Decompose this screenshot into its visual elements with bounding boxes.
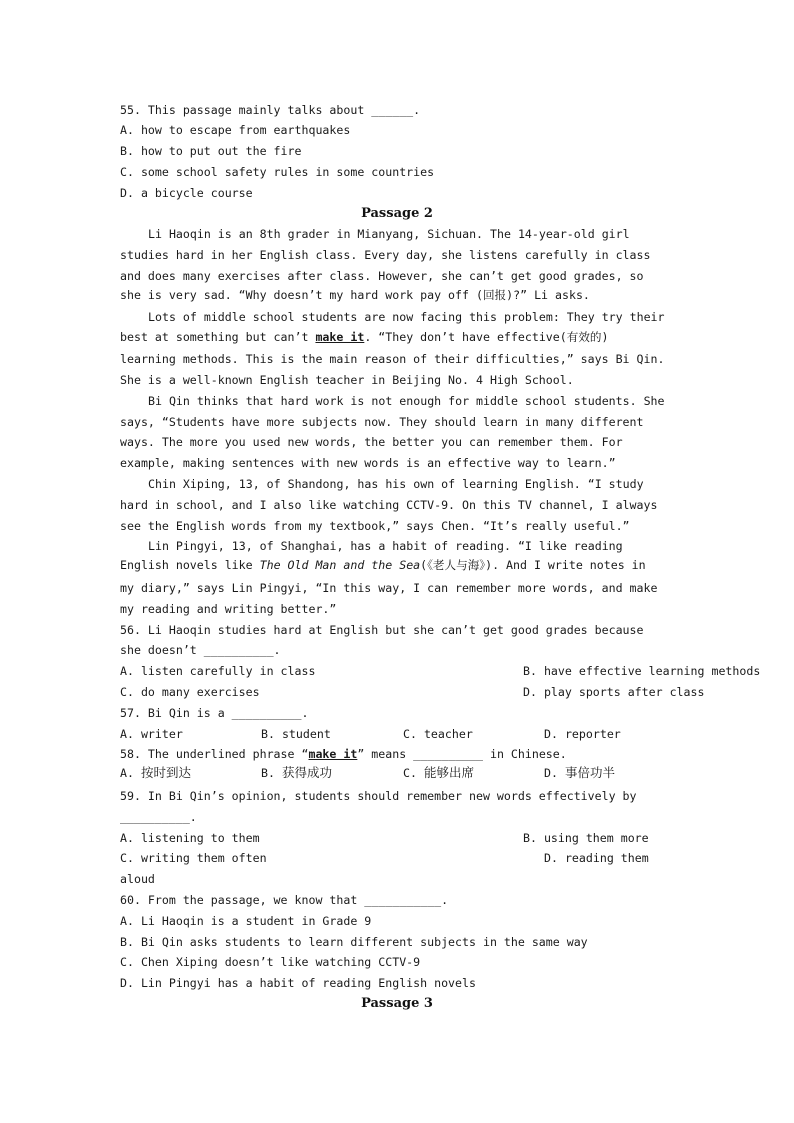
q58-options	[120, 766, 680, 780]
p5-line2-before: English novels like	[120, 558, 260, 572]
passage2-p2-line1: Lots of middle school students are now facing this problem: They try their	[148, 310, 665, 324]
q60-option-a: A. Li Haoqin is a student in Grade 9	[120, 914, 372, 928]
passage2-heading: Passage 2	[361, 206, 433, 221]
q58-underlined-phrase: make it	[308, 747, 358, 761]
q57-option-a: A. writer	[120, 727, 183, 741]
q59-option-b: B. using them more	[523, 831, 649, 845]
novel-title: The Old Man and the Sea	[259, 558, 421, 572]
passage2-p3-line3: ways. The more you used new words, the better you can remember them. For	[120, 435, 623, 449]
q60-option-b: B. Bi Qin asks students to learn different subjects in the same way	[120, 935, 588, 949]
q59-stem-line2: __________.	[120, 810, 197, 824]
underlined-phrase: make it	[315, 330, 365, 344]
passage2-p2-line2	[120, 330, 680, 344]
q59-stem-line1: 59. In Bi Qin’s opinion, students should remember new words effectively by	[120, 789, 637, 803]
passage2-p1-line2: studies hard in her English class. Every day, she listens carefully in class	[120, 248, 651, 262]
q56-stem-line2: she doesn’t __________.	[120, 643, 281, 657]
q58-option-b: B. 获得成功	[261, 765, 332, 780]
p2-line2-after: . “They don’t have effective(有效的)	[364, 330, 609, 344]
q55-option-b: B. how to put out the fire	[120, 144, 302, 158]
q57-option-c: C. teacher	[403, 727, 473, 741]
q59-option-d: D. reading them	[544, 851, 649, 865]
passage2-p4-line3: see the English words from my textbook,” says Chen. “It’s really useful.”	[120, 519, 630, 533]
q58-stem-before: 58. The underlined phrase “	[120, 747, 309, 761]
q60-option-d: D. Lin Pingyi has a habit of reading English novels	[120, 976, 476, 990]
q57-option-d: D. reporter	[544, 727, 621, 741]
q59-options-row2	[120, 851, 680, 865]
q59-option-d-continued: aloud	[120, 872, 155, 886]
q57-option-b: B. student	[261, 727, 331, 741]
p5-line2-after: (《老人与海》). And I write notes in	[420, 558, 646, 572]
passage2-p3-line1: Bi Qin thinks that hard work is not enough for middle school students. She	[148, 394, 665, 408]
q60-option-c: C. Chen Xiping doesn’t like watching CCTV-9	[120, 955, 421, 969]
q55-option-a: A. how to escape from earthquakes	[120, 123, 351, 137]
passage2-p4-line1: Chin Xiping, 13, of Shandong, has his own of learning English. “I study	[148, 477, 644, 491]
passage3-heading: Passage 3	[361, 996, 433, 1011]
q55-option-c: C. some school safety rules in some countries	[120, 165, 435, 179]
passage2-p5-line4: my reading and writing better.”	[120, 602, 337, 616]
q56-options-row2	[120, 685, 705, 699]
p2-line2-before: best at something but can’t	[120, 330, 316, 344]
q58-option-d: D. 事倍功半	[544, 765, 615, 780]
passage2-p3-line2: says, “Students have more subjects now. They should learn in many different	[120, 415, 644, 429]
q56-options-row1	[120, 664, 761, 678]
q56-option-b: B. have effective learning methods	[523, 664, 761, 678]
q56-option-d: D. play sports after class	[523, 685, 705, 699]
q58-option-c: C. 能够出席	[403, 765, 474, 780]
passage2-p4-line2: hard in school, and I also like watching CCTV-9. On this TV channel, I always	[120, 498, 658, 512]
q59-option-a: A. listening to them	[120, 831, 260, 845]
passage2-p5-line2	[120, 558, 680, 572]
q56-option-a: A. listen carefully in class	[120, 664, 316, 678]
passage2-p1-line1: Li Haoqin is an 8th grader in Mianyang, Sichuan. The 14-year-old girl	[148, 227, 630, 241]
passage2-p1-line3: and does many exercises after class. However, she can’t get good grades, so	[120, 269, 644, 283]
q58-stem-after: ” means __________ in Chinese.	[357, 747, 567, 761]
q60-stem: 60. From the passage, we know that ___________.	[120, 893, 449, 907]
q59-option-c: C. writing them often	[120, 851, 267, 865]
passage2-p1-line4: she is very sad. “Why doesn’t my hard work pay off (回报)?” Li asks.	[120, 288, 590, 302]
q58-stem	[120, 747, 680, 761]
passage2-p3-line4: example, making sentences with new words is an effective way to learn.”	[120, 456, 616, 470]
q55-stem: 55. This passage mainly talks about ______.	[120, 103, 421, 117]
passage2-p2-line4: She is a well-known English teacher in Beijing No. 4 High School.	[120, 373, 574, 387]
q56-stem-line1: 56. Li Haoqin studies hard at English but she can’t get good grades because	[120, 623, 644, 637]
q56-option-c: C. do many exercises	[120, 685, 260, 699]
q57-options	[120, 727, 680, 741]
passage2-p5-line1: Lin Pingyi, 13, of Shanghai, has a habit of reading. “I like reading	[148, 539, 623, 553]
q55-option-d: D. a bicycle course	[120, 186, 253, 200]
q57-stem: 57. Bi Qin is a __________.	[120, 706, 309, 720]
q58-option-a: A. 按时到达	[120, 765, 191, 780]
passage2-p2-line3: learning methods. This is the main reason of their difficulties,” says Bi Qin.	[120, 352, 665, 366]
passage2-p5-line3: my diary,” says Lin Pingyi, “In this way, I can remember more words, and make	[120, 581, 658, 595]
q59-options-row1	[120, 831, 680, 845]
